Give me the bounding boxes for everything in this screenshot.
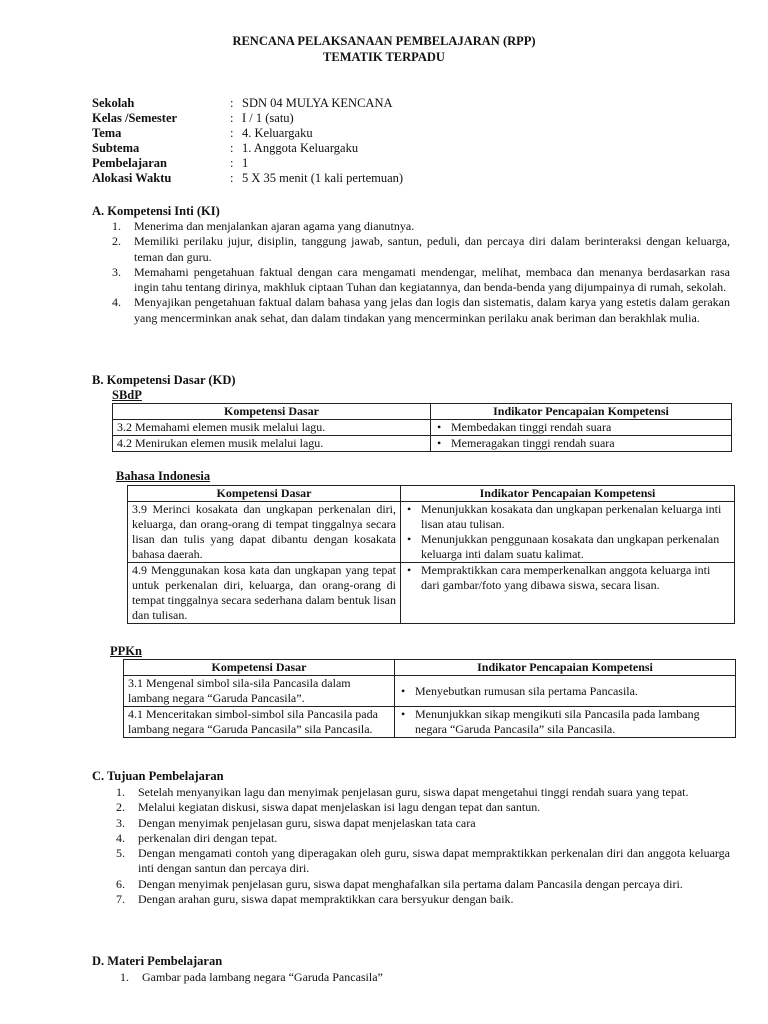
info-value: SDN 04 MULYA KENCANA [242, 96, 393, 110]
info-label: Alokasi Waktu [92, 171, 172, 185]
list-item [116, 831, 730, 846]
column-header: Kompetensi Dasar [128, 486, 401, 502]
ipk-cell [395, 676, 736, 707]
doc-title: RENCANA PELAKSANAAN PEMBELAJARAN (RPP) [232, 34, 536, 48]
column-header: Indikator Pencapaian Kompetensi [401, 486, 735, 502]
list-text: Dengan menyimak penjelasan guru, siswa dapat menjelaskan tata cara [138, 815, 476, 830]
section-heading-ki: A. Kompetensi Inti (KI) [92, 204, 220, 218]
list-text: perkenalan diri dengan tepat. [138, 830, 278, 845]
list-number: 1. [120, 970, 129, 984]
list-text: Dengan menyimak penjelasan guru, siswa dapat menghafalkan sila pertama dalam Pancasila dengan percaya diri. [138, 876, 683, 891]
list-text: Menerima dan menjalankan ajaran agama yang dianutnya. [134, 219, 415, 233]
list-number: 5. [116, 846, 125, 861]
table-row [113, 436, 732, 452]
materi-list [120, 970, 730, 985]
info-colon: : [230, 111, 234, 125]
ki-list [112, 219, 730, 326]
kd-table-bahasa-indonesia [127, 485, 735, 624]
info-value: I / 1 (satu) [242, 111, 294, 125]
table-row [128, 502, 735, 563]
table-row [124, 707, 736, 738]
doc-subtitle: TEMATIK TERPADU [323, 50, 445, 64]
list-text: Memiliki perilaku jujur, disiplin, tanggung jawab, santun, peduli, dan percaya diri dalam berinteraksi dengan keluarga, teman dan guru. [134, 234, 730, 264]
subject-label-sbdp: SBdP [112, 388, 142, 402]
info-label: Pembelajaran [92, 156, 167, 170]
kd-cell: 3.9 Merinci kosakata dan ungkapan perkenalan diri, keluarga, dan orang-orang di tempat tinggalnya secara lisan dan tulis yang dapat dibantu dengan kosakata bahasa daerah. [128, 502, 401, 563]
list-text: Melalui kegiatan diskusi, siswa dapat menjelaskan isi lagu dengan tepat dan santun. [138, 800, 541, 815]
ipk-bullet: • Menunjukkan penggunaan kosakata dan ungkapan perkenalan keluarga inti dalam suatu kalimat. [405, 532, 730, 562]
list-number: 3. [116, 815, 125, 830]
kd-table-sbdp [112, 403, 732, 452]
list-text: Menyajikan pengetahuan faktual dalam bahasa yang jelas dan logis dan sistematis, dalam karya yang estetis dalam gerakan yang mencerminkan anak sehat, dan dalam tindakan yang mencerminkan perilaku anak beriman dan berakhlak mulia. [134, 295, 730, 325]
info-colon: : [230, 171, 234, 185]
list-number: 2. [112, 234, 121, 249]
list-number: 4. [112, 295, 121, 310]
info-row-pembelajaran [0, 156, 768, 171]
info-label: Tema [92, 126, 122, 140]
ipk-cell [431, 420, 732, 436]
list-text: Dengan arahan guru, siswa dapat mempraktikkan cara bersyukur dengan baik. [138, 892, 514, 907]
list-number: 1. [112, 219, 121, 233]
list-number: 3. [112, 264, 121, 279]
info-value: 4. Keluargaku [242, 126, 313, 140]
info-row-kelas [0, 111, 768, 126]
ipk-cell [401, 563, 735, 624]
list-number: 6. [116, 876, 125, 891]
list-item [116, 785, 730, 800]
table-row [124, 676, 736, 707]
ipk-bullet: • Mempraktikkan cara memperkenalkan anggota keluarga inti dari gambar/foto yang dibawa siswa, secara lisan. [405, 563, 730, 593]
info-value: 1 [242, 156, 249, 170]
column-header: Indikator Pencapaian Kompetensi [395, 660, 736, 676]
ipk-bullet: • Menunjukkan sikap mengikuti sila Pancasila pada lambang negara “Garuda Pancasila” sila Pancasila. [399, 707, 731, 737]
table-header-row [128, 486, 735, 502]
list-item [112, 295, 730, 326]
info-value: 1. Anggota Keluargaku [242, 141, 359, 155]
list-item [112, 234, 730, 265]
column-header: Indikator Pencapaian Kompetensi [431, 404, 732, 420]
list-number: 2. [116, 800, 125, 815]
subject-label-ppkn: PPKn [110, 644, 142, 658]
tujuan-list [116, 785, 730, 907]
list-number: 7. [116, 892, 125, 907]
list-item [112, 265, 730, 296]
ipk-bullet: • Membedakan tinggi rendah suara [435, 420, 727, 435]
table-row [113, 420, 732, 436]
section-heading-tujuan: C. Tujuan Pembelajaran [92, 769, 224, 783]
section-heading-kd: B. Kompetensi Dasar (KD) [92, 373, 236, 387]
info-row-sekolah [0, 96, 768, 111]
info-colon: : [230, 126, 234, 140]
info-colon: : [230, 96, 234, 110]
ipk-cell [431, 436, 732, 452]
list-item [120, 970, 730, 985]
column-header: Kompetensi Dasar [113, 404, 431, 420]
info-label: Subtema [92, 141, 140, 155]
section-heading-materi: D. Materi Pembelajaran [92, 954, 223, 968]
info-label: Kelas /Semester [92, 111, 178, 125]
list-item [116, 877, 730, 892]
list-item [116, 816, 730, 831]
ipk-bullet: • Menyebutkan rumusan sila pertama Pancasila. [399, 684, 731, 699]
list-text: Gambar pada lambang negara “Garuda Pancasila” [142, 970, 383, 984]
list-text: Memahami pengetahuan faktual dengan cara mengamati mendengar, melihat, membaca dan menanya berdasarkan rasa ingin tahu tentang dirinya, makhluk ciptaan Tuhan dan kegiatannya, dan benda-benda yang dijumpainya di rumah, sekolah. [134, 264, 730, 295]
list-number: 4. [116, 830, 125, 845]
info-row-tema [0, 126, 768, 141]
list-item [116, 892, 730, 907]
info-colon: : [230, 141, 234, 155]
kd-table-ppkn [123, 659, 736, 738]
kd-cell: 4.9 Menggunakan kosa kata dan ungkapan yang tepat untuk perkenalan diri, keluarga, dan orang-orang di tempat tinggalnya secara sederhana dalam bentuk lisan dan tulisan. [128, 563, 401, 624]
kd-cell: 4.2 Menirukan elemen musik melalui lagu. [113, 436, 431, 452]
ipk-bullet: • Menunjukkan kosakata dan ungkapan perkenalan keluarga inti lisan atau tulisan. [405, 502, 730, 532]
kd-cell: 3.2 Memahami elemen musik melalui lagu. [113, 420, 431, 436]
column-header: Kompetensi Dasar [124, 660, 395, 676]
ipk-bullet: • Memeragakan tinggi rendah suara [435, 436, 727, 451]
subject-label-bahasa-indonesia: Bahasa Indonesia [116, 469, 211, 483]
list-text: Setelah menyanyikan lagu dan menyimak penjelasan guru, siswa dapat mengetahui tinggi rendah suara yang tepat. [138, 785, 689, 799]
info-value: 5 X 35 menit (1 kali pertemuan) [242, 171, 404, 185]
info-row-alokasi [0, 171, 768, 186]
table-header-row [113, 404, 732, 420]
table-row [128, 563, 735, 624]
list-text: Dengan mengamati contoh yang diperagakan oleh guru, siswa dapat mempraktikkan perkenalan diri dan anggota keluarga inti dengan santun dan percaya diri. [138, 846, 730, 876]
kd-cell: 3.1 Mengenal simbol sila-sila Pancasila dalam lambang negara “Garuda Pancasila”. [124, 676, 395, 707]
list-item [116, 846, 730, 877]
ipk-cell [401, 502, 735, 563]
info-colon: : [230, 156, 234, 170]
ipk-cell [395, 707, 736, 738]
list-item [112, 219, 730, 234]
info-label: Sekolah [92, 96, 135, 110]
table-header-row [124, 660, 736, 676]
list-item [116, 800, 730, 815]
info-row-subtema [0, 141, 768, 156]
list-number: 1. [116, 785, 125, 799]
kd-cell: 4.1 Menceritakan simbol-simbol sila Pancasila pada lambang negara “Garuda Pancasila” sila Pancasila. [124, 707, 395, 738]
